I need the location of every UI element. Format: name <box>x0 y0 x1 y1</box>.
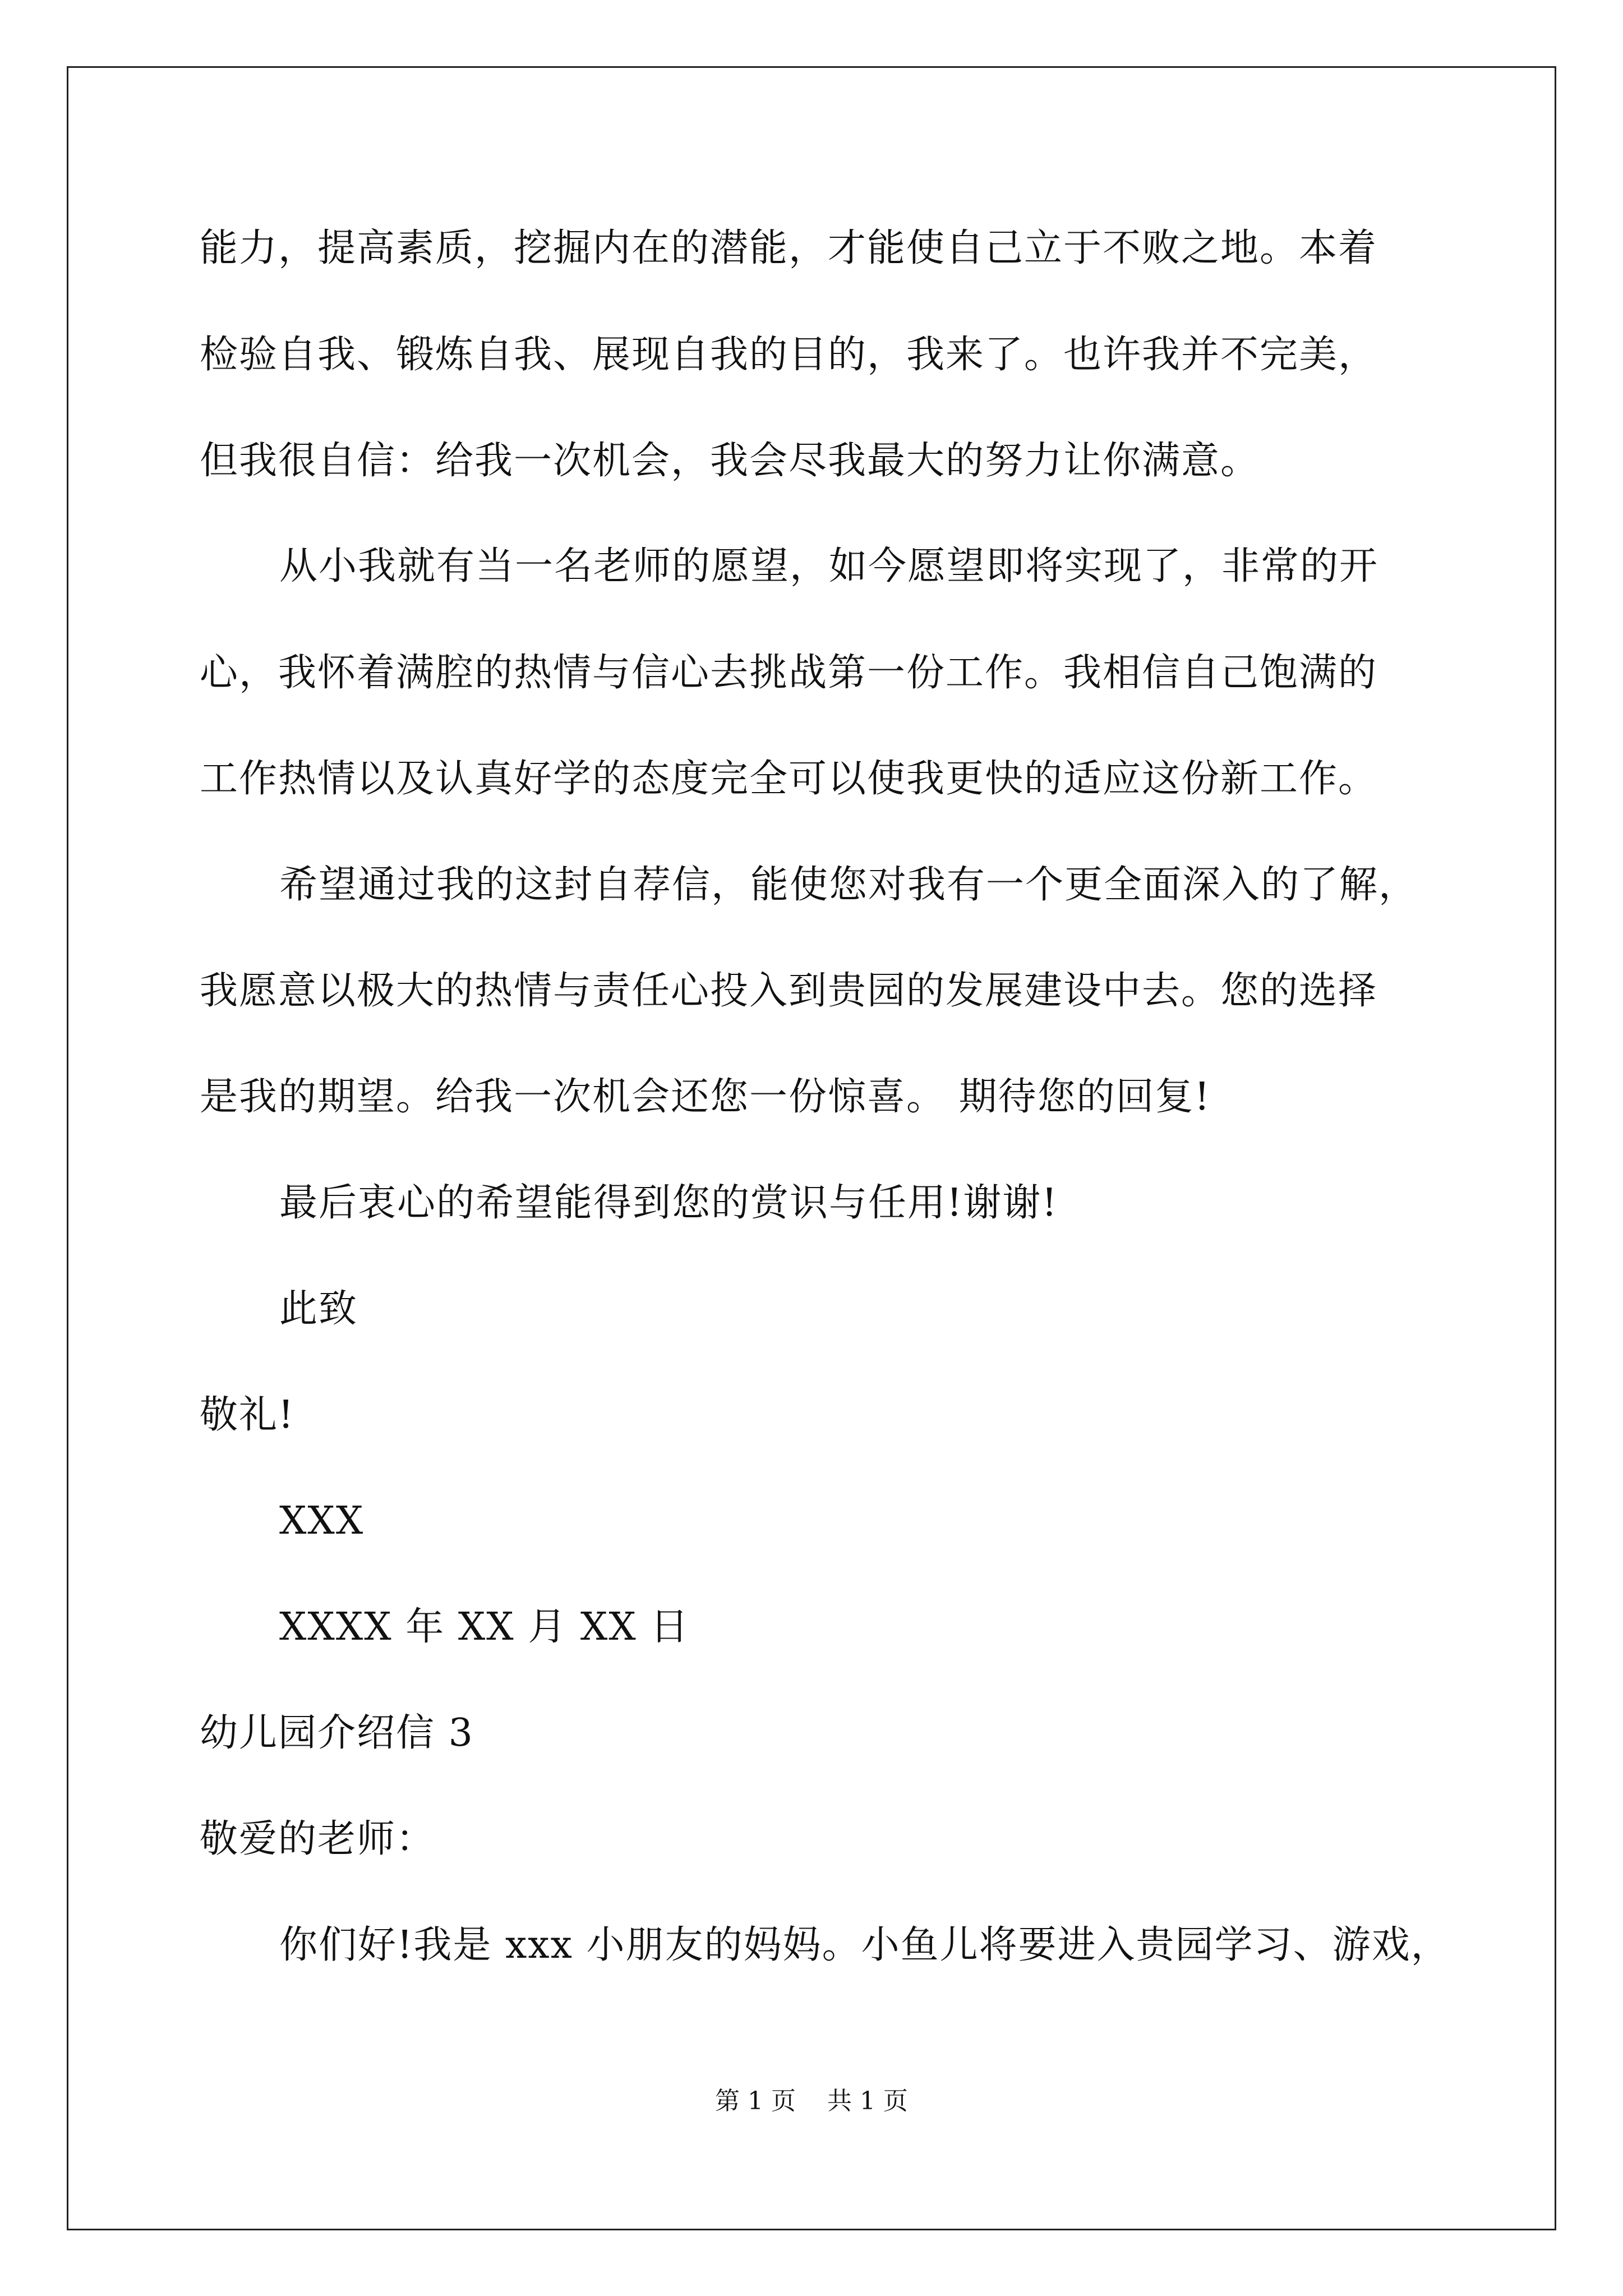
page-frame <box>67 66 1556 2230</box>
signature-name: XXX <box>279 1499 365 1543</box>
paragraph-start-line: 从小我就有当一名老师的愿望，如今愿望即将实现了，非常的开 <box>279 544 1379 588</box>
page-number-footer: 第 1 页 共 1 页 <box>715 2087 908 2115</box>
body-line: 检验自我、锻炼自我、展现自我的目的，我来了。也许我并不完美， <box>200 333 1378 377</box>
body-line: 但我很自信：给我一次机会，我会尽我最大的努力让你满意。 <box>200 439 1260 483</box>
closing-wish-line: 最后衷心的希望能得到您的赏识与任用!谢谢! <box>279 1181 1058 1225</box>
body-line: 是我的期望。给我一次机会还您一份惊喜。 期待您的回复! <box>200 1075 1211 1119</box>
body-line: 工作热情以及认真好学的态度完全可以使我更快的适应这份新工作。 <box>200 757 1378 801</box>
salutation-jing-li: 敬礼! <box>200 1393 295 1437</box>
signature-date: XXXX 年 XX 月 XX 日 <box>279 1605 690 1649</box>
letter-greeting: 敬爱的老师： <box>200 1817 436 1861</box>
section-heading: 幼儿园介绍信 3 <box>200 1711 474 1755</box>
body-line: 能力，提高素质，挖掘内在的潜能，才能使自己立于不败之地。本着 <box>200 226 1378 270</box>
body-line: 我愿意以极大的热情与责任心投入到贵园的发展建设中去。您的选择 <box>200 969 1378 1013</box>
salutation-ci-zhi: 此致 <box>279 1287 358 1331</box>
paragraph-start-line: 希望通过我的这封自荐信，能使您对我有一个更全面深入的了解， <box>279 863 1418 907</box>
paragraph-start-line: 你们好!我是 xxx 小朋友的妈妈。小鱼儿将要进入贵园学习、游戏， <box>279 1923 1450 1967</box>
body-line: 心，我怀着满腔的热情与信心去挑战第一份工作。我相信自己饱满的 <box>200 651 1378 695</box>
